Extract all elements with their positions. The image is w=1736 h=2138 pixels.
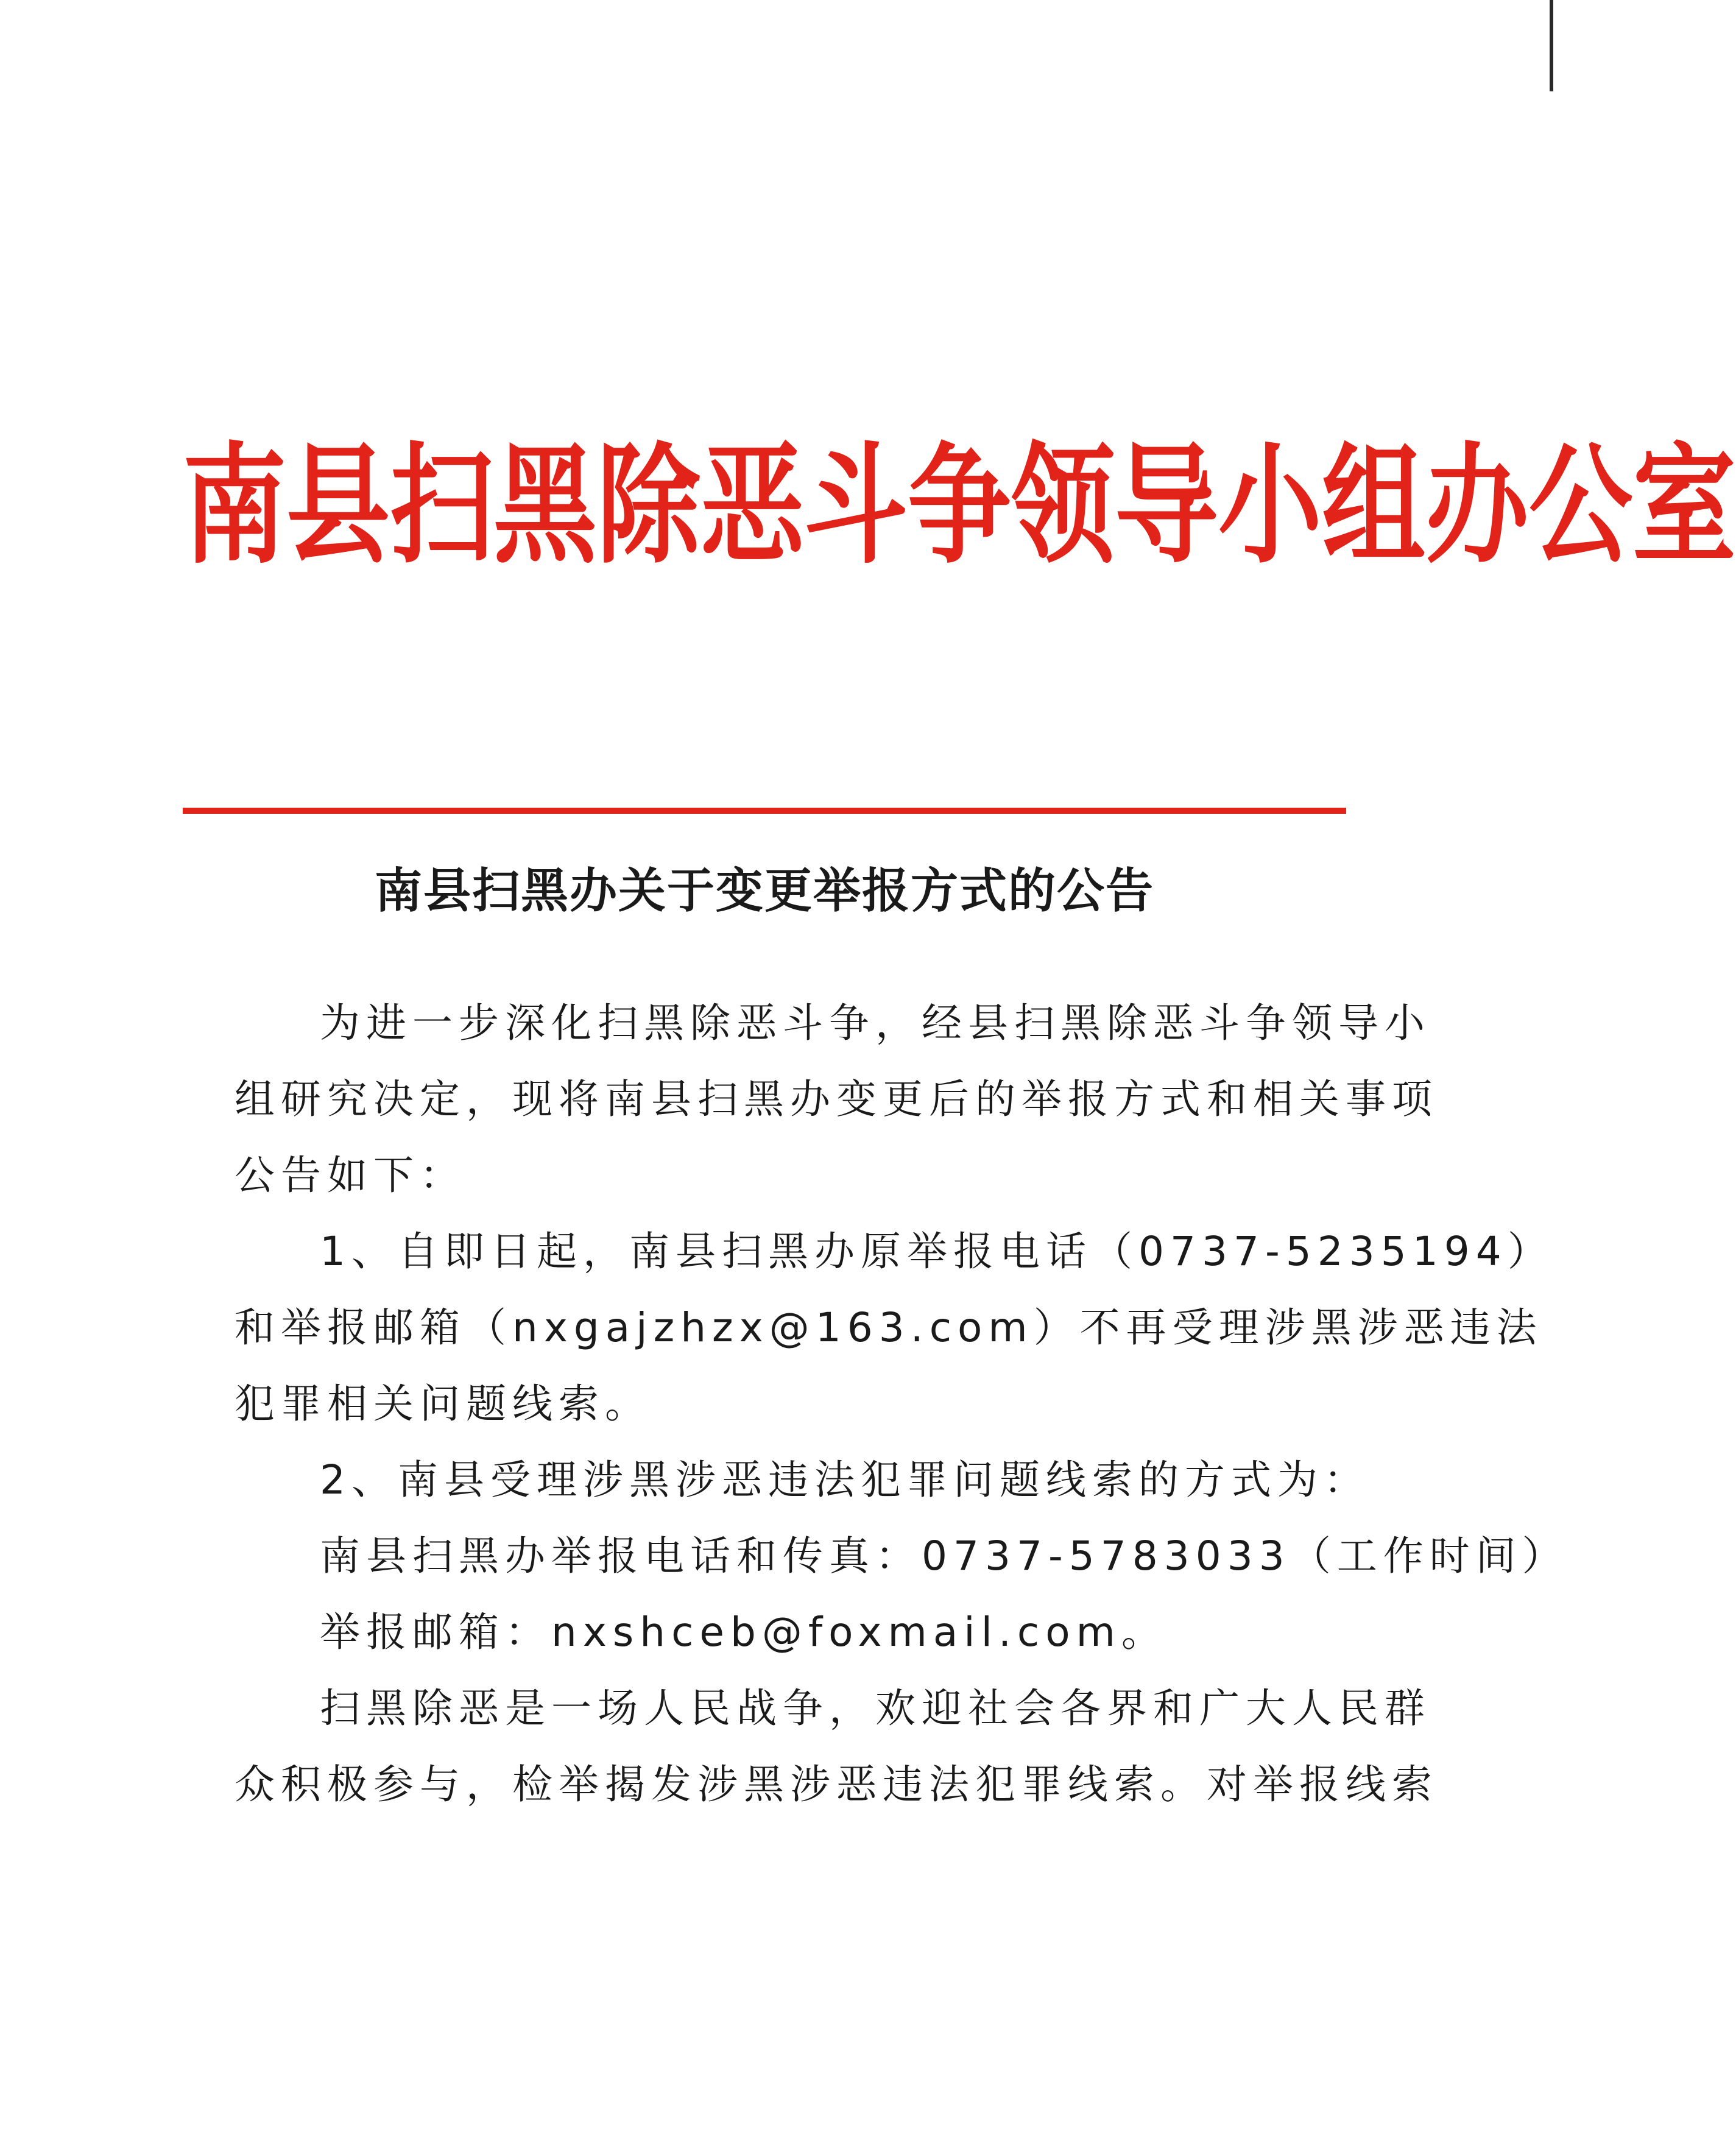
scan-edge-mark — [1550, 0, 1553, 91]
paragraph-line: 2、南县受理涉黑涉恶违法犯罪问题线索的方式为： — [320, 1456, 1370, 1503]
paragraph-line: 公告如下： — [235, 1152, 466, 1199]
paragraph-line: 举报邮箱：nxshceb@foxmail.com。 — [320, 1609, 1168, 1656]
paragraph-line: 众积极参与，检举揭发涉黑涉恶违法犯罪线索。对举报线索 — [235, 1761, 1438, 1808]
paragraph-line: 和举报邮箱（nxgajzhzx@163.com）不再受理涉黑涉恶违法 — [235, 1304, 1543, 1351]
red-divider-line — [183, 808, 1346, 814]
organization-header: 南县扫黑除恶斗争领导小组办公室 — [183, 429, 1736, 582]
paragraph-line: 组研究决定，现将南县扫黑办变更后的举报方式和相关事项 — [235, 1076, 1438, 1123]
paragraph-line: 扫黑除恶是一场人民战争，欢迎社会各界和广大人民群 — [320, 1685, 1431, 1732]
paragraph-line: 南县扫黑办举报电话和传真：0737-5783033（工作时间） — [320, 1533, 1568, 1579]
notice-title: 南县扫黑办关于变更举报方式的公告 — [374, 863, 1154, 919]
paragraph-line: 犯罪相关问题线索。 — [235, 1380, 651, 1427]
paragraph-line: 为进一步深化扫黑除恶斗争，经县扫黑除恶斗争领导小 — [320, 1000, 1431, 1046]
paragraph-line: 1、自即日起，南县扫黑办原举报电话（0737-5235194） — [320, 1228, 1554, 1275]
